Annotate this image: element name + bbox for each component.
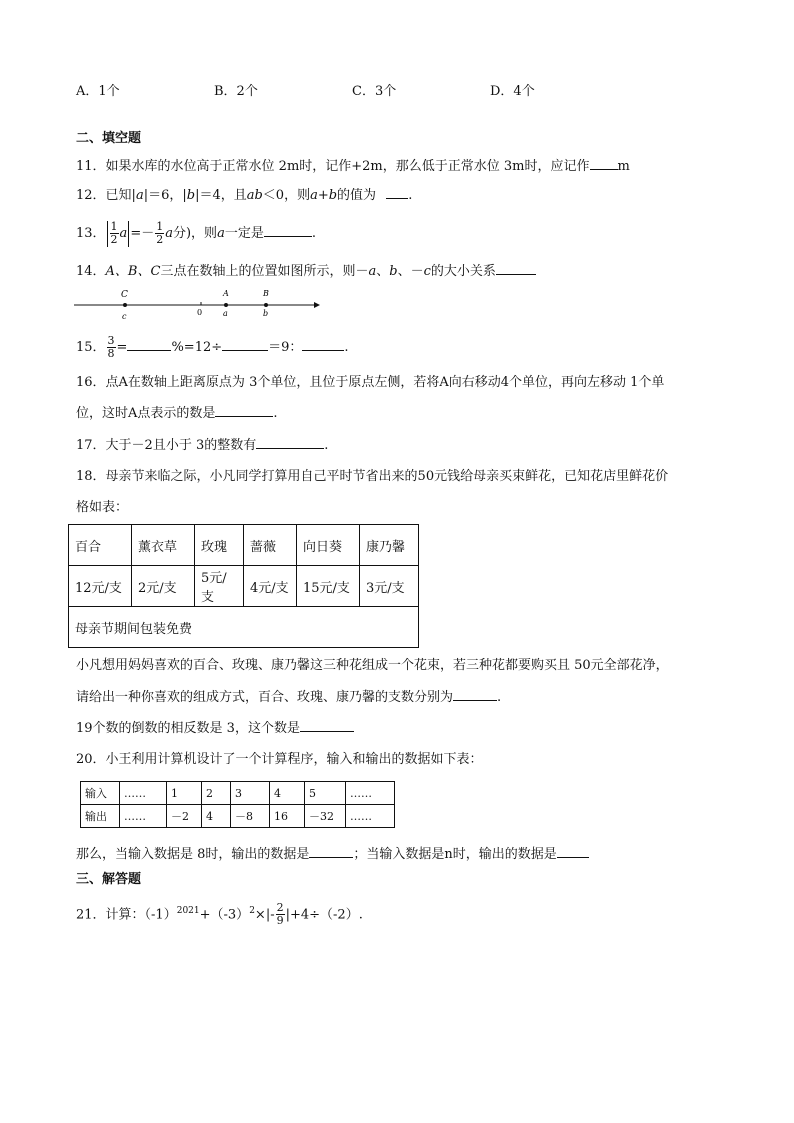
label-b: b [263,309,269,318]
q14-blank[interactable] [496,262,536,275]
question-18-line-3: 小凡想用妈妈喜欢的百合、玫瑰、康乃馨这三种花组成一个花束，若三种花都要购买且 50元全部花净， [76,658,669,673]
q12-var-b: b [186,188,196,203]
question-14 [76,262,536,281]
q21-num: 2 [276,901,284,915]
q12-part: ＜0，则 [262,188,311,203]
q14-sep: 、－ [397,264,424,279]
q13-part: 一定是 [224,226,264,241]
table-cell: …… [120,782,167,805]
q14-part: 三点在数轴上的位置如图所示，则－ [160,264,369,279]
label-c: c [122,312,127,321]
question-21 [76,898,363,928]
flower-price-table [68,524,419,648]
table-row [69,607,419,648]
q13-end: . [311,226,316,241]
q12-end: . [408,188,413,203]
option-b: B．2个 [214,84,258,99]
table-cell: …… [346,805,395,828]
q15-fraction [107,335,116,360]
table-cell: 1 [167,782,202,805]
q15-part: %=12÷ [171,340,223,355]
question-13 [76,220,316,248]
table-cell: 4 [202,805,231,828]
table-cell: …… [346,782,395,805]
q21-part: ×|- [254,907,275,923]
table-cell: 百合 [69,525,132,566]
q15-part: ＝9： [268,340,303,355]
q15-part: = [116,340,128,355]
point-b [264,303,268,307]
option-a: A．1个 [76,84,120,99]
q18-text: 请给出一种你喜欢的组成方式，百合、玫瑰、康乃馨的支数分别为 [76,690,454,705]
q13-part: =－ [130,226,155,241]
abs-bar-left [107,221,108,247]
q14-var-c: c [423,264,431,279]
option-d: D．4个 [490,84,535,99]
label-zero: 0 [197,308,203,317]
question-18-line-1: 18．母亲节来临之际，小凡同学打算用自己平时节省出来的50元钱给母亲买束鲜花，已知花店里鲜花价 [76,469,669,484]
q20-text: 时，输出的数据是 [452,847,557,862]
number-line [70,284,330,324]
q15-blank-2[interactable] [222,338,268,351]
q12-part: |＝4，且 [195,188,247,203]
question-17 [76,436,328,455]
q12-part: 12．已知| [76,188,136,203]
table-cell: 16 [270,805,305,828]
q21-part: |+4÷（-2）. [285,907,363,923]
q21-part: +（-3） [199,907,250,923]
table-cell: 12元/支 [69,566,132,607]
table-cell: 4元/支 [244,566,297,607]
q13-frac2-den: 2 [156,233,164,246]
q11-blank[interactable] [590,157,618,170]
table-cell: 15元/支 [297,566,360,607]
table-cell: 4 [270,782,305,805]
table-cell: 2元/支 [132,566,195,607]
table-row [69,525,419,566]
question-11 [76,157,630,176]
q21-exponent-2: 2 [249,906,255,916]
q15-blank-1[interactable] [127,338,171,351]
q12-var-ab: ab [246,188,263,203]
table-row [81,782,395,805]
q18-end: . [497,690,502,705]
q20-blank-1[interactable] [309,845,353,858]
q13-frac1-num: 1 [110,220,118,233]
q13-frac1-den: 2 [110,233,118,246]
q13-var-a: a [119,226,128,241]
table-cell: 玫瑰 [195,525,244,566]
table-row [81,805,395,828]
q14-sep: 、 [376,264,390,279]
q12-part: 的值为 [337,188,377,203]
q12-blank[interactable] [386,186,408,199]
q21-exponent-1: 2021 [176,906,200,916]
q15-end: . [344,340,349,355]
q13-blank[interactable] [264,224,312,237]
q12-var-a: a [135,188,144,203]
label-B: B [263,289,269,298]
question-20-line-1: 20．小王利用计算机设计了一个计算程序，输入和输出的数据如下表： [76,752,483,767]
label-A: A [223,289,229,298]
table-cell: －32 [305,805,346,828]
question-20-line-2 [76,845,589,864]
table-cell: －8 [231,805,270,828]
q20-text: ；当输入数据是 [353,847,445,862]
q19-blank[interactable] [300,719,354,732]
section-heading-fill-in: 二、填空题 [76,131,142,146]
arrow-right-icon [314,302,320,308]
table-cell: 康乃馨 [360,525,419,566]
q13-part: 13． [76,226,106,241]
label-C: C [121,290,128,300]
q20-text: 那么，当输入数据是 8时，输出的数据是 [76,847,310,862]
q15-blank-3[interactable] [302,338,344,351]
table-cell: 5元/支 [195,566,244,607]
question-18-line-2: 格如表： [76,500,129,515]
q19-text: 19个数的倒数的相反数是 3，这个数是 [76,721,300,736]
q12-var-apb: a+b [310,188,338,203]
label-a: a [223,309,228,318]
question-16-line-1: 16．点A在数轴上距离原点为 3个单位，且位于原点左侧，若将A向右移动4个单位，再向左移动 1个单 [76,375,665,390]
q16-blank[interactable] [215,404,273,417]
table-cell: 薰衣草 [132,525,195,566]
q12-part: |＝6，| [143,188,187,203]
section-heading-solve: 三、解答题 [76,872,142,887]
q15-den: 8 [107,347,115,360]
q13-var-a: a [165,226,173,241]
q13-fraction-1 [110,221,119,246]
table-cell: …… [120,805,167,828]
q14-var-a: a [368,264,377,279]
q20-var-n: n [444,847,453,862]
question-12 [76,186,412,205]
table-cell: 向日葵 [297,525,360,566]
q14-part: 的大小关系 [430,264,496,279]
q13-part: 分)，则 [172,226,218,241]
q15-num: 3 [107,334,115,347]
q11-text: 11．如果水库的水位高于正常水位 2m时，记作+2m，那么低于正常水位 3m时，应记作 [76,159,590,174]
q21-fraction [276,902,285,927]
point-c [123,303,127,307]
q16-text: 位，这时A点表示的数是 [76,406,216,421]
table-cell: 3元/支 [360,566,419,607]
table-cell: 2 [202,782,231,805]
q13-frac2-num: 1 [156,220,164,233]
q21-part: 21．计算：（-1） [76,907,177,923]
q18-blank[interactable] [453,688,497,701]
q17-end: . [324,438,329,453]
table-cell: 输出 [81,805,120,828]
q21-den: 9 [276,914,284,928]
q11-unit: m [617,159,630,174]
table-cell: 蔷薇 [244,525,297,566]
question-19 [76,719,354,738]
q14-part: 14． [76,264,106,279]
io-table [80,781,395,828]
table-cell: 5 [305,782,346,805]
table-cell: 3 [231,782,270,805]
question-18-line-4 [76,688,501,707]
option-c: C．3个 [352,84,397,99]
q15-part: 15． [76,340,106,355]
q14-var-b: b [389,264,398,279]
table-cell: －2 [167,805,202,828]
table-note: 母亲节期间包装免费 [69,607,419,648]
q13-fraction-2 [155,221,164,246]
question-15 [76,334,349,362]
q17-blank[interactable] [256,436,324,449]
table-cell: 输入 [81,782,120,805]
q14-points: A、B、C [105,264,161,279]
q13-var-a: a [217,226,225,241]
q16-end: . [273,406,278,421]
q20-blank-2[interactable] [557,845,589,858]
q17-text: 17．大于－2且小于 3的整数有 [76,438,257,453]
point-a [224,303,228,307]
table-row [69,566,419,607]
question-16-line-2 [76,404,278,423]
